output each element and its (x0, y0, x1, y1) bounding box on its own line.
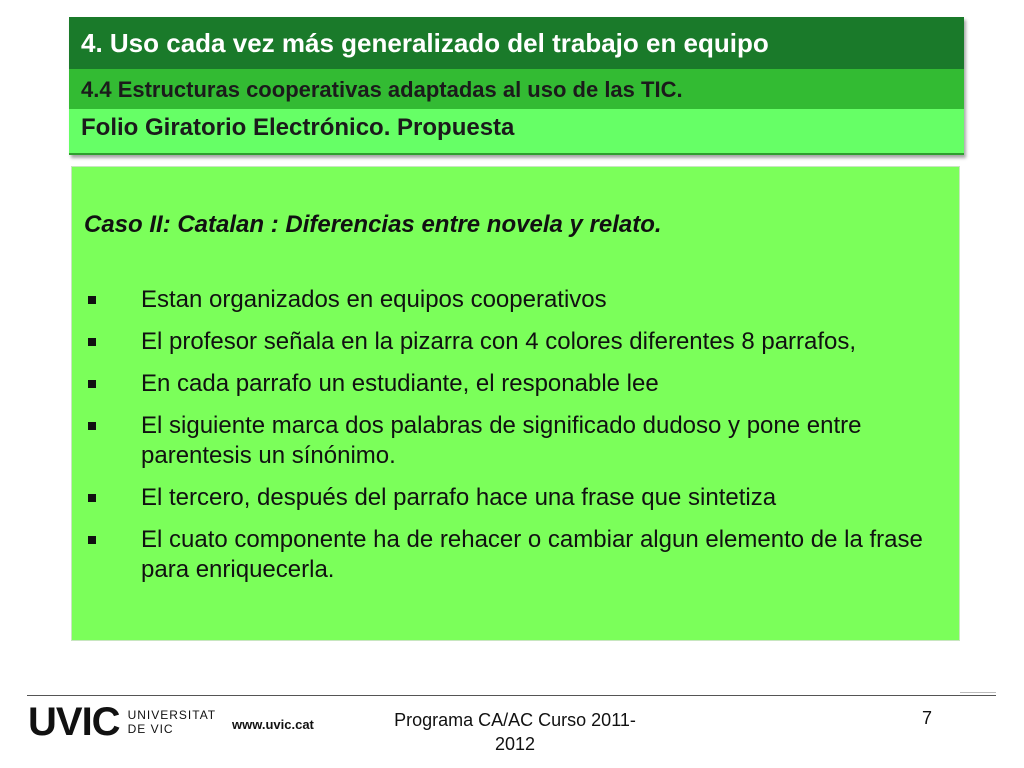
slide-subtitle: 4.4 Estructuras cooperativas adaptadas al uso de las TIC. (69, 69, 964, 109)
uvic-logo (28, 702, 216, 742)
logo-mark: UVIC (28, 700, 120, 744)
list-item-text: Estan organizados en equipos cooperativos (141, 286, 607, 313)
logo-line-2: DE VIC (127, 722, 174, 736)
content-box (71, 166, 960, 641)
list-item-text: El tercero, después del parrafo hace una frase que sintetiza (141, 484, 777, 511)
bullet-list (84, 285, 939, 585)
footer-program: Programa CA/AC Curso 2011-2012 (394, 710, 636, 754)
logo-subtitle (128, 708, 217, 736)
square-bullet-icon (88, 296, 96, 304)
list-item (84, 411, 939, 471)
slide-header (69, 17, 964, 155)
square-bullet-icon (88, 380, 96, 388)
list-item-text: El cuato componente ha de rehacer o cambiar algun elemento de la frase para enriquecerla. (141, 526, 923, 583)
list-item-text: El profesor señala en la pizarra con 4 colores diferentes 8 parrafos, (141, 328, 857, 355)
list-item-text: El siguiente marca dos palabras de significado dudoso y pone entre parentesis un sínónimo. (141, 412, 862, 469)
list-item (84, 285, 939, 315)
list-item-text: En cada parrafo un estudiante, el responable lee (141, 370, 659, 397)
footer-divider (27, 695, 996, 696)
case-title: Caso II: Catalan : Diferencias entre novela y relato. (84, 211, 662, 238)
footer-divider-right (960, 692, 996, 693)
page-number: 7 (922, 708, 933, 728)
square-bullet-icon (88, 338, 96, 346)
square-bullet-icon (88, 422, 96, 430)
list-item (84, 483, 939, 513)
list-item (84, 525, 939, 585)
list-item (84, 369, 939, 399)
slide-title: 4. Uso cada vez más generalizado del trabajo en equipo (69, 17, 964, 69)
list-item (84, 327, 939, 357)
logo-line-1: UNIVERSITAT (127, 708, 217, 722)
slide-section-title: Folio Giratorio Electrónico. Propuesta (69, 109, 964, 155)
square-bullet-icon (88, 494, 96, 502)
footer-url-link[interactable]: www.uvic.cat (232, 717, 314, 732)
square-bullet-icon (88, 536, 96, 544)
